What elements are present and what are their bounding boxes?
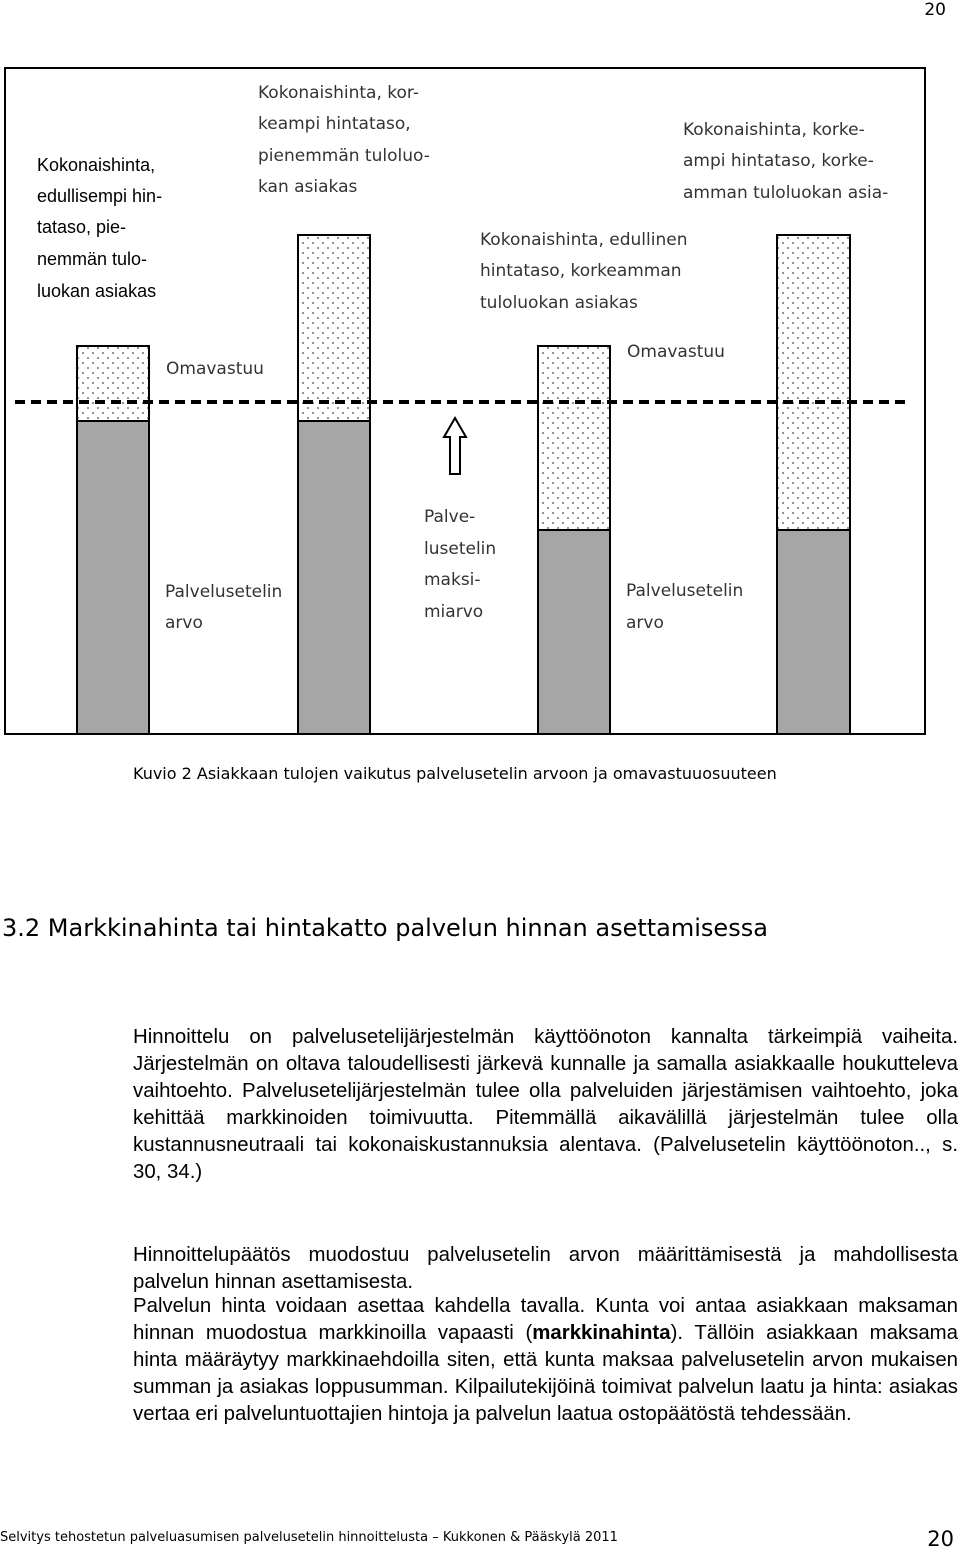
bar3-label: Kokonaishinta, edullinen hintataso, korkeamman tuloluokan asiakas <box>480 230 688 313</box>
bar1-omavastuu-segment <box>77 346 149 421</box>
paragraph-2: Hinnoittelupäätös muodostuu palvelusetelin arvon määrittämisestä ja mahdollisesta palvelun hinnan asettamisesta. <box>133 1244 958 1293</box>
omavastuu-label-left: Omavastuu <box>166 359 264 379</box>
bar2-label: Kokonaishinta, kor- keampi hintataso, pienemmän tuloluo- kan asiakas <box>258 83 430 197</box>
bar3-value-segment <box>538 530 610 734</box>
paragraph-1: Hinnoittelu on palvelusetelijärjestelmän käyttöönoton kannalta tärkeimpiä vaiheita. Järjestelmän on oltava taloudellisesti järkevä kunnalle ja samalla asiakkaalle houkutteleva vaihtoehto. Palvelusetelijärjestelmän tulee olla palveluiden järjestämisen vaihtoehto, joka kehittää markkinoiden toimivuutta. Pitemmällä aikavälillä järjestelmän tulee olla kustannusneutraali tai kokonaiskustannuksia alentava. (Palvelusetelin käyttöönoton.., s. 30, 34.) <box>133 1026 958 1183</box>
voucher-value-label-left: Palvelusetelin arvo <box>165 582 283 633</box>
max-value-label: Palve- lusetelin maksi- miarvo <box>424 507 497 622</box>
bar1-label: Kokonaishinta, edullisempi hin- tataso, pie- nemmän tulo- luokan asiakas <box>37 155 163 301</box>
voucher-value-label-right: Palvelusetelin arvo <box>626 581 744 633</box>
bar4-label: Kokonaishinta, korke- ampi hintataso, korke- amman tuloluokan asia- <box>683 120 889 203</box>
bar1-value-segment <box>77 421 149 734</box>
paragraph-3-end: ). Tällöin asiakkaan maksama hinta määräytyy markkinaehdoilla siten, että kunta maksaa palvelusetelin arvon mukaisen summan ja asiakas loppusumman. Kilpailutekijöinä toimivat palvelun laatu ja hinta: asiakas vertaa eri palveluntuottajien hintoja ja palvelun laatua ostopäätöstä tehdessään. <box>133 1322 958 1425</box>
footer-page-number: 20 <box>927 1527 954 1551</box>
paragraph-3-start: Palvelun hinta voidaan asettaa kahdella tavalla. Kunta voi antaa asiakkaan maksaman hinnan muodostua markkinoilla vapaasti ( <box>133 1295 958 1344</box>
bar4-omavastuu-segment <box>777 235 850 530</box>
section-heading: 3.2 Markkinahinta tai hintakatto palvelun hinnan asettamisessa <box>2 914 768 942</box>
page-number-top: 20 <box>924 0 946 20</box>
price-structure-diagram <box>0 0 960 745</box>
bar2-omavastuu-segment <box>298 235 370 421</box>
footer-text: Selvitys tehostetun palveluasumisen palvelusetelin hinnoittelusta – Kukkonen & Pääskylä 2011 <box>0 1530 618 1545</box>
omavastuu-label-right: Omavastuu <box>627 342 725 362</box>
bold-term-markkinahinta: markkinahinta <box>532 1322 671 1344</box>
bar4-value-segment <box>777 530 850 734</box>
bar2-value-segment <box>298 421 370 734</box>
figure-caption: Kuvio 2 Asiakkaan tulojen vaikutus palvelusetelin arvoon ja omavastuuosuuteen <box>133 764 777 783</box>
bar3-omavastuu-segment <box>538 346 610 530</box>
paragraph-3 <box>133 1293 958 1428</box>
